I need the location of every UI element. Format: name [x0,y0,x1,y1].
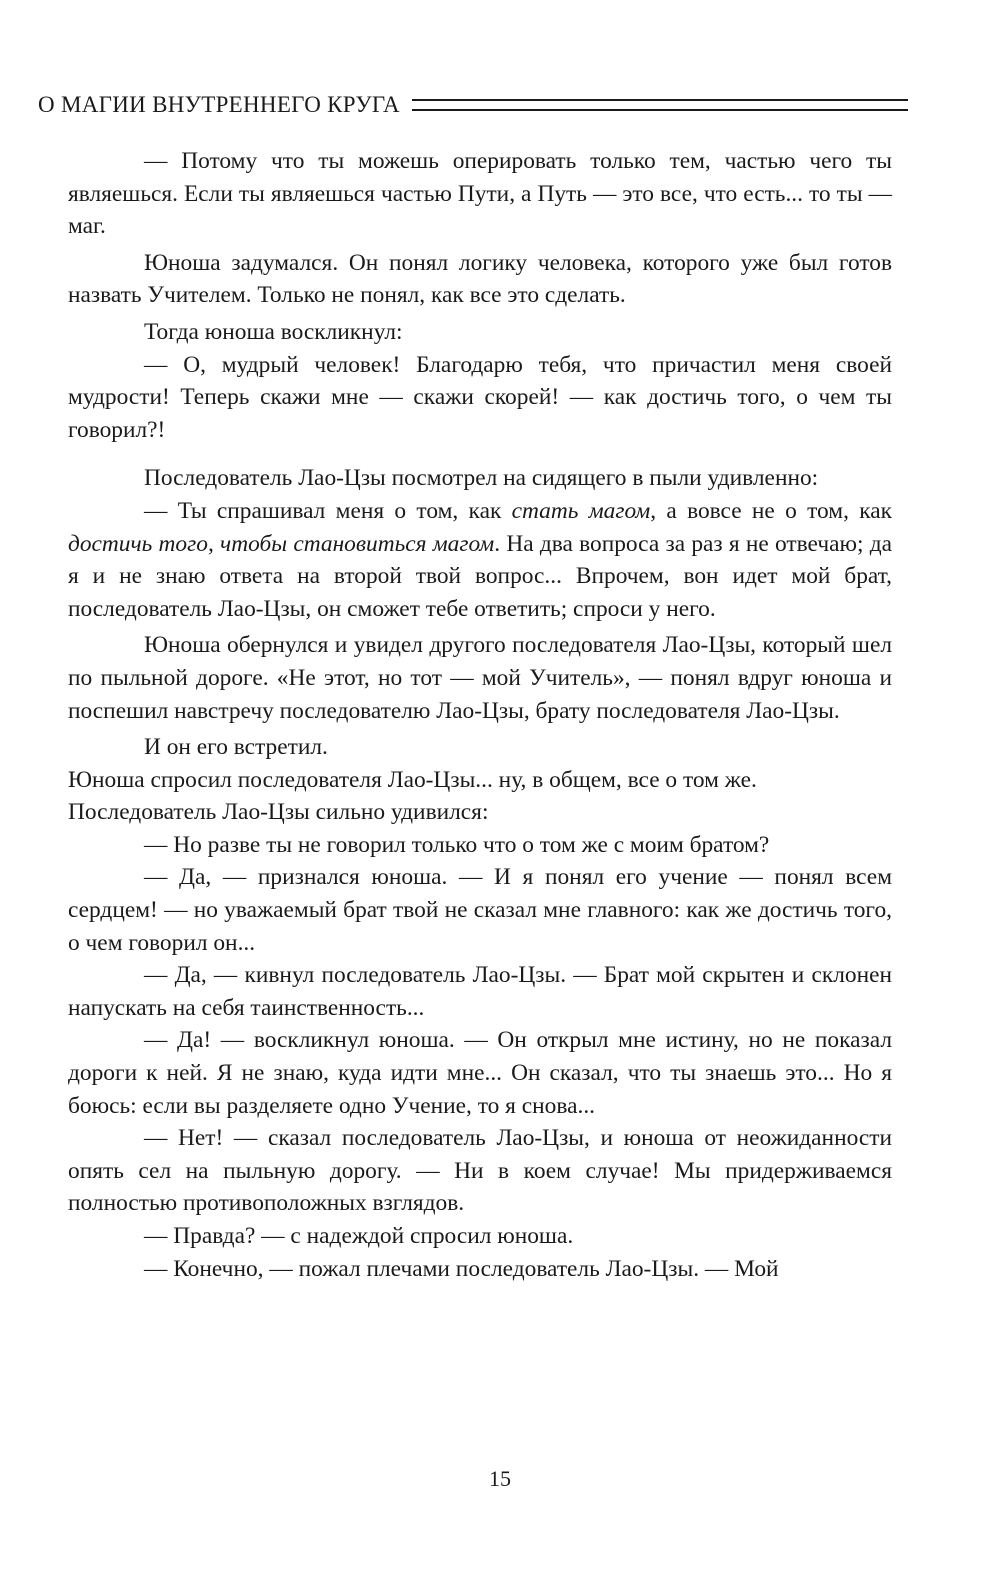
page-number: 15 [489,1466,511,1491]
paragraph: — Правда? — с надеждой спросил юноша. [144,1223,574,1249]
paragraph: Юноша задумался. Он понял логику человека, которого уже был готов назвать Учителем. Только не понял, как все это сделать. [68,249,892,309]
paragraph: И он его встретил. [144,734,328,761]
header-title: О МАГИИ ВНУТРЕННЕГО КРУГА [38,91,400,117]
header-double-rule [412,99,908,111]
paragraph [68,495,892,625]
paragraph: — Потому что ты можешь оперировать только тем, частью чего ты являешься. Если ты являешься частью Пути, а Путь — это все, что есть... то ты — маг. [68,148,892,240]
running-header [38,84,908,124]
body-text [68,145,892,1285]
paragraph: — Конечно, — пожал плечами последователь Лао-Цзы. — Мой [144,1255,779,1282]
paragraph: — Да, — признался юноша. — И я понял его учение — понял всем сердцем! — но уважаемый брат твой не сказал мне главного: как же достичь того, о чем говорил он... [68,864,892,956]
italic-run: стать магом [511,497,651,524]
paragraph: — Да, — кивнул последователь Лао-Цзы. — Брат мой скрытен и склонен напускать на себя таинственность... [68,962,892,1021]
paragraph: Последователь Лао-Цзы посмотрел на сидящего в пыли удивленно: [144,465,819,492]
paragraph: — О, мудрый человек! Благодарю тебя, что причастил меня своей мудрости! Теперь скажи мне — скажи скорей! — как достичь того, о чем ты говорил?! [68,351,892,443]
text-run: . На два вопроса за раз я не отвечаю; да я и не знаю ответа на второй твой вопрос... Впрочем, вон идет мой брат, последователь Лао-Цзы, он сможет тебе ответить; спроси у него. [68,530,893,622]
paragraph: — Нет! — сказал последователь Лао-Цзы, и юноша от неожиданности опять сел на пыльную дорогу. — Ни в коем случае! Мы придерживаемся полностью противоположных взглядов. [68,1125,892,1217]
paragraph: Юноша обернулся и увидел другого последователя Лао-Цзы, который шел по пыльной дороге. «Не этот, но тот — мой Учитель», — понял вдруг юноша и поспешил навстречу последователю Лао-Цзы, брату последователя Лао-Цзы. [68,632,892,724]
paragraph: Тогда юноша воскликнул: [144,318,403,345]
paragraph: — Но разве ты не говорил только что о том же с моим братом? [144,831,770,858]
text-run: — Ты спрашивал меня о том, как [144,497,512,524]
paragraph: — Да! — воскликнул юноша. — Он открыл мне истину, но не показал дороги к ней. Я не знаю, куда идти мне... Он сказал, что ты знаешь это... Но я боюсь: если вы разделяете одно Учение, то я снова... [68,1027,892,1119]
italic-run: достичь того, чтобы становиться магом [68,530,495,557]
paragraph: Юноша спросил последователя Лао-Цзы... ну, в общем, все о том же. [68,766,757,793]
text-run: , а вовсе не о том, как [650,497,893,524]
paragraph: Последователь Лао-Цзы сильно удивился: [68,799,489,826]
